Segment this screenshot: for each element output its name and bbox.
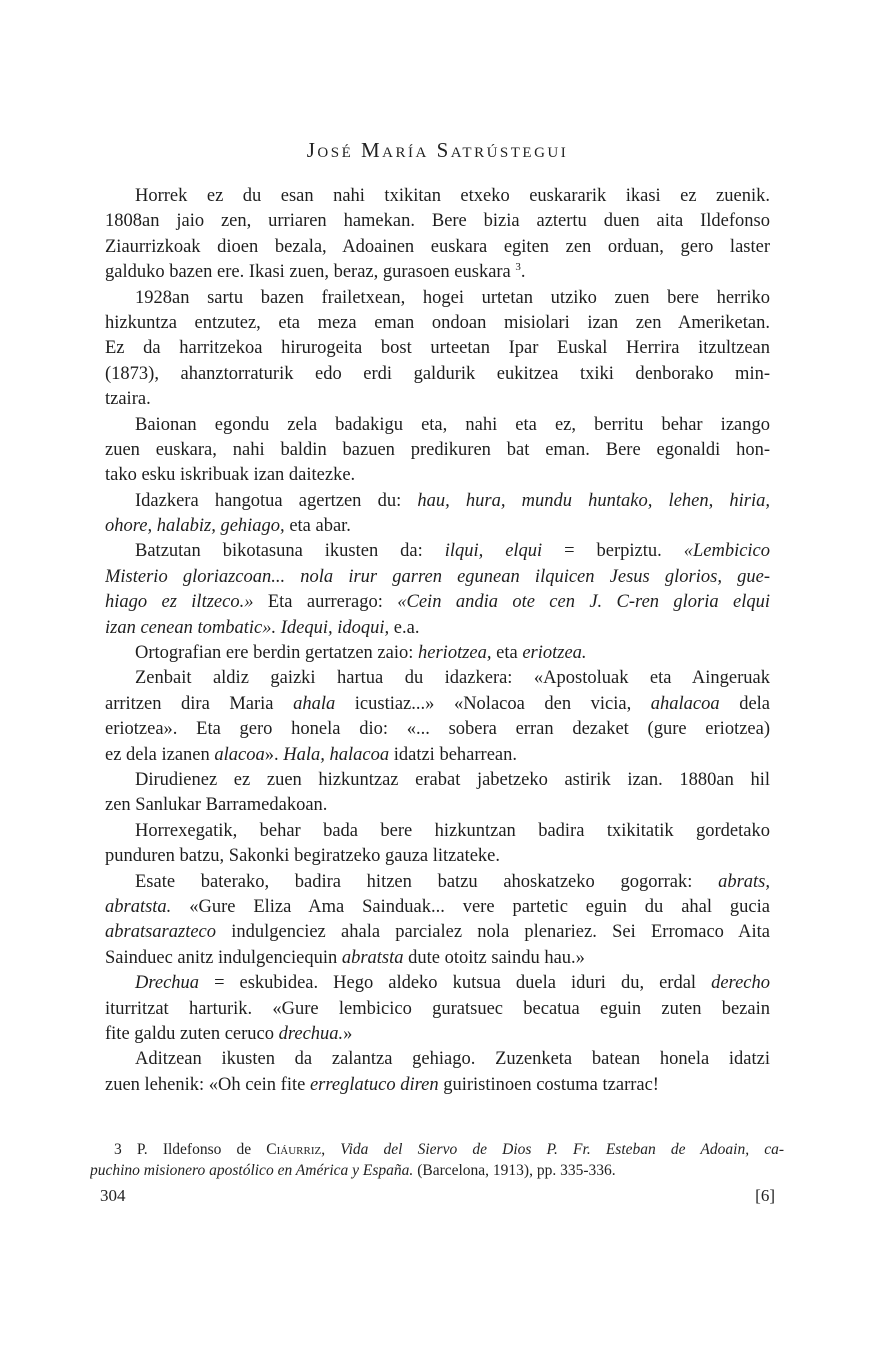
text-line	[105, 489, 770, 514]
text-line	[105, 616, 770, 641]
text-run: galduko bazen ere. Ikasi zuen, beraz, gurasoen euskara	[105, 262, 516, 283]
text-run: zen Sanlukar Barramedakoan.	[105, 795, 328, 816]
text-line	[105, 387, 770, 412]
text-run: Drechua	[135, 973, 200, 994]
text-run: Zenbait aldiz gaizki hartua du idazkera: «Apostoluak eta Aingeruak	[135, 668, 770, 689]
text-line	[105, 286, 770, 311]
text-run: Batzutan bikotasuna ikusten da:	[135, 541, 445, 562]
text-run: Esate baterako, badira hitzen batzu ahoskatzeko gogorrak:	[135, 871, 719, 892]
text-line	[105, 539, 770, 564]
text-run: abratsta	[341, 947, 404, 968]
text-run: 1808an jaio zen, urriaren hamekan. Bere bizia aztertu duen aita Ildefonso	[105, 211, 770, 232]
text-run: = berpiztu.	[542, 541, 684, 562]
text-line	[105, 438, 770, 463]
text-run: eta abar.	[284, 516, 351, 537]
text-line	[105, 920, 770, 945]
text-run: 1928an sartu bazen frailetxean, hogei urtetan utziko zuen bere herriko	[135, 287, 770, 308]
text-run: »	[343, 1023, 353, 1044]
text-line	[105, 235, 770, 260]
text-run: hizkuntza entzutez, eta meza eman ondoan misiolari izan zen Ameriketan.	[105, 312, 770, 333]
text-run: ahala	[293, 693, 336, 714]
text-run: Idazkera hangotua agertzen du:	[135, 490, 418, 511]
text-line	[105, 717, 770, 742]
text-run: Baionan egondu zela badakigu eta, nahi eta ez, berritu behar izango	[135, 414, 770, 435]
text-line	[105, 362, 770, 387]
text-line	[105, 793, 770, 818]
text-run: abratsarazteco	[105, 922, 216, 943]
text-run: eta	[491, 643, 523, 664]
text-line	[105, 819, 770, 844]
text-line	[105, 209, 770, 234]
text-run: ez dela izanen	[105, 744, 215, 765]
text-run: ,	[321, 1141, 341, 1158]
text-line	[105, 768, 770, 793]
footnote	[90, 1139, 784, 1181]
text-run: fite galdu zuten ceruco	[105, 1023, 279, 1044]
text-run: dute otoitz saindu hau.»	[403, 947, 585, 968]
text-line	[105, 565, 770, 590]
text-run: «Lembicico	[683, 541, 770, 562]
text-run: hau, hura, mundu huntako, lehen, hiria,	[417, 490, 770, 511]
text-line	[105, 311, 770, 336]
text-run: 3	[515, 261, 521, 274]
text-run: Aditzean ikusten da zalantza gehiago. Zuzenketa batean honela idatzi	[135, 1049, 770, 1070]
text-run: guiristinoen costuma tzarrac!	[438, 1074, 659, 1095]
text-run: = eskubidea. Hego aldeko kutsua duela iduri du, erdal	[199, 973, 712, 994]
text-run: Eta aurrerago:	[253, 592, 398, 613]
text-line	[105, 870, 770, 895]
text-run: .	[520, 262, 526, 283]
text-line	[105, 666, 770, 691]
text-run: e.a.	[389, 617, 420, 638]
text-run: ».	[264, 744, 284, 765]
text-run: zuen lehenik: «Oh cein fite	[105, 1074, 310, 1095]
text-line	[105, 463, 770, 488]
text-line	[105, 184, 770, 209]
text-line	[105, 590, 770, 615]
text-run: Horrexegatik, behar bada bere hizkuntzan badira txikitatik gordetako	[135, 820, 770, 841]
text-run: 3 P. Ildefonso de	[114, 1141, 267, 1158]
text-run: Ez da harritzekoa hirurogeita bost urteetan Ipar Euskal Herrira itzultzean	[105, 338, 770, 359]
text-run: indulgenciez ahala parcialez nola plenariez. Sei Erromaco Aita	[216, 922, 770, 943]
text-run: eriotzea». Eta gero honela dio: «... sobera erran dezaket (gure eriotzea)	[105, 719, 770, 740]
text-line	[105, 692, 770, 717]
text-line	[105, 336, 770, 361]
text-run: ilqui, elqui	[444, 541, 543, 562]
page-number: 304	[100, 1186, 126, 1205]
text-run: derecho	[711, 973, 770, 994]
text-run: izan cenean tombatic». Idequi, idoqui,	[105, 617, 390, 638]
text-run: «Cein andia ote cen J. C-ren gloria elqui	[397, 592, 770, 613]
text-run: «Gure Eliza Ama Sainduak... vere partetic eguin du ahal gucia	[171, 896, 770, 917]
text-line	[105, 1047, 770, 1072]
text-run: eriotzea.	[522, 643, 587, 664]
text-line	[105, 946, 770, 971]
text-line	[105, 413, 770, 438]
text-run: (1873), ahanztorraturik edo erdi galdurik eukitzea txiki denborako min-	[105, 363, 770, 384]
text-line	[105, 1022, 770, 1047]
text-line	[105, 844, 770, 869]
text-line	[105, 260, 770, 285]
text-run: dela	[719, 693, 770, 714]
text-run: abratsta.	[105, 896, 172, 917]
page-title: José María Satrústegui	[306, 138, 569, 162]
text-run: Ortografian ere berdin gertatzen zaio:	[135, 643, 419, 664]
text-run: puchino misionero apostólico en América y España.	[90, 1162, 414, 1179]
text-run: icustiaz...» «Nolacoa den vicia,	[335, 693, 651, 714]
text-run: erreglatuco diren	[309, 1074, 439, 1095]
text-run: tako esku iskribuak izan daitezke.	[105, 465, 356, 486]
text-line	[90, 1139, 784, 1160]
text-run: Vida del Siervo de Dios P. Fr. Esteban de Adoain, ca-	[340, 1141, 784, 1158]
text-run: tzaira.	[105, 389, 151, 410]
text-run: heriotzea,	[418, 643, 492, 664]
text-run: drechua.	[278, 1023, 344, 1044]
text-run: Ciáurriz	[266, 1141, 322, 1158]
text-run: zuen euskara, nahi baldin bazuen predikuren bat eman. Bere egonaldi hon-	[105, 439, 770, 460]
text-run: ahalacoa	[650, 693, 720, 714]
text-line	[90, 1160, 784, 1181]
page-footer	[100, 1186, 775, 1206]
text-line	[105, 997, 770, 1022]
text-line	[105, 971, 770, 996]
text-line	[105, 641, 770, 666]
text-run: Horrek ez du esan nahi txikitan etxeko euskararik ikasi ez zuenik.	[135, 186, 770, 206]
article-body	[105, 184, 770, 1098]
text-run: Hala, halacoa	[283, 744, 390, 765]
text-line	[105, 743, 770, 768]
text-run: (Barcelona, 1913), pp. 335-336.	[413, 1162, 616, 1179]
text-run: hiago ez iltzeco.»	[105, 592, 254, 613]
text-run: arritzen dira Maria	[105, 693, 294, 714]
text-run: Sainduec anitz indulgenciequin	[105, 947, 342, 968]
text-run: Dirudienez ez zuen hizkuntzaz erabat jabetzeko astirik izan. 1880an hil	[135, 769, 770, 790]
text-run: idatzi beharrean.	[389, 744, 517, 765]
text-run: ohore, halabiz, gehiago,	[105, 516, 285, 537]
text-line	[105, 514, 770, 539]
issue-number: [6]	[755, 1186, 775, 1205]
text-run: punduren batzu, Sakonki begiratzeko gauza litzateke.	[105, 846, 501, 867]
text-run: iturritzat harturik. «Gure lembicico guratsuec becatua eguin zuten bezain	[105, 998, 770, 1019]
text-run: abrats,	[718, 871, 770, 892]
text-run: alacoa	[214, 744, 265, 765]
text-line	[105, 895, 770, 920]
text-run: Ziaurrizkoak dioen bezala, Adoainen euskara egiten zen orduan, gero laster	[105, 236, 770, 257]
text-line	[105, 1073, 770, 1098]
text-run: Misterio gloriazcoan... nola irur garren egunean ilquicen Jesus glorios, gue-	[105, 566, 770, 587]
